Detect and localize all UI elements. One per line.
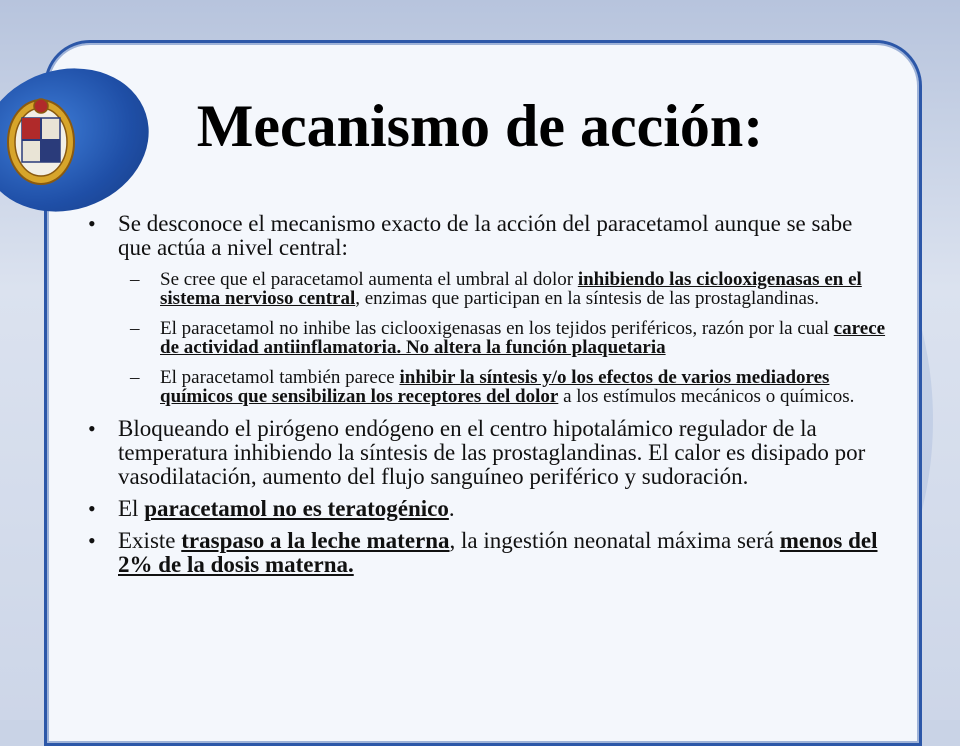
dash-marker: – [130, 318, 140, 339]
sub-bullet-text: El paracetamol también parece [160, 367, 400, 388]
emphasized-text: menos del 2% de la dosis materna. [118, 528, 878, 577]
bullet-item [88, 529, 888, 577]
emphasized-text: traspaso a la leche materna [181, 528, 450, 553]
bullet-marker: • [88, 211, 96, 236]
emphasized-text: carece de actividad antiinflamatoria. No altera la función plaquetaria [160, 318, 886, 358]
sub-bullet-text: El paracetamol no inhibe las ciclooxigenasas en los tejidos periféricos, razón por la cual [160, 318, 834, 339]
bullet-marker: • [88, 496, 96, 521]
dash-marker: – [130, 367, 140, 388]
slide-content [88, 212, 888, 585]
bullet-text: . [448, 496, 455, 521]
sub-bullet-item [88, 270, 888, 308]
bullet-item [88, 417, 888, 489]
emphasized-text: paracetamol no es teratogénico [144, 496, 449, 521]
dash-marker: – [130, 269, 140, 290]
bullet-text: Existe [118, 528, 182, 553]
bullet-text: , la ingestión neonatal máxima será [449, 528, 780, 553]
bullet-text: Se desconoce el mecanismo exacto de la acción del paracetamol aunque se sabe que actúa a nivel central: [118, 211, 853, 260]
sub-bullet-text: Se cree que el paracetamol aumenta el umbral al dolor [160, 269, 578, 290]
bullet-item [88, 497, 888, 521]
bullet-marker: • [88, 528, 96, 553]
bullet-item [88, 212, 888, 260]
sub-bullet-text: , enzimas que participan en la síntesis de las prostaglandinas. [355, 288, 820, 309]
sub-bullet-item [88, 319, 888, 357]
page-title: Mecanismo de acción: [196, 93, 764, 159]
sub-bullet-item [88, 368, 888, 406]
bullet-text: El [118, 496, 145, 521]
sub-bullet-text: a los estímulos mecánicos o químicos. [558, 386, 855, 407]
bullet-marker: • [88, 416, 96, 441]
bullet-text: Bloqueando el pirógeno endógeno en el centro hipotalámico regulador de la temperatura inhibiendo la síntesis de las prostaglandinas. El calor es disipado por vasodilatación, aumento del flujo sanguíneo periférico y sudoración. [118, 416, 866, 489]
emphasized-text: inhibir la síntesis y/o los efectos de varios mediadores químicos que sensibilizan los receptores del dolor [160, 367, 830, 407]
emphasized-text: inhibiendo las ciclooxigenasas en el sistema nervioso central [160, 269, 862, 309]
